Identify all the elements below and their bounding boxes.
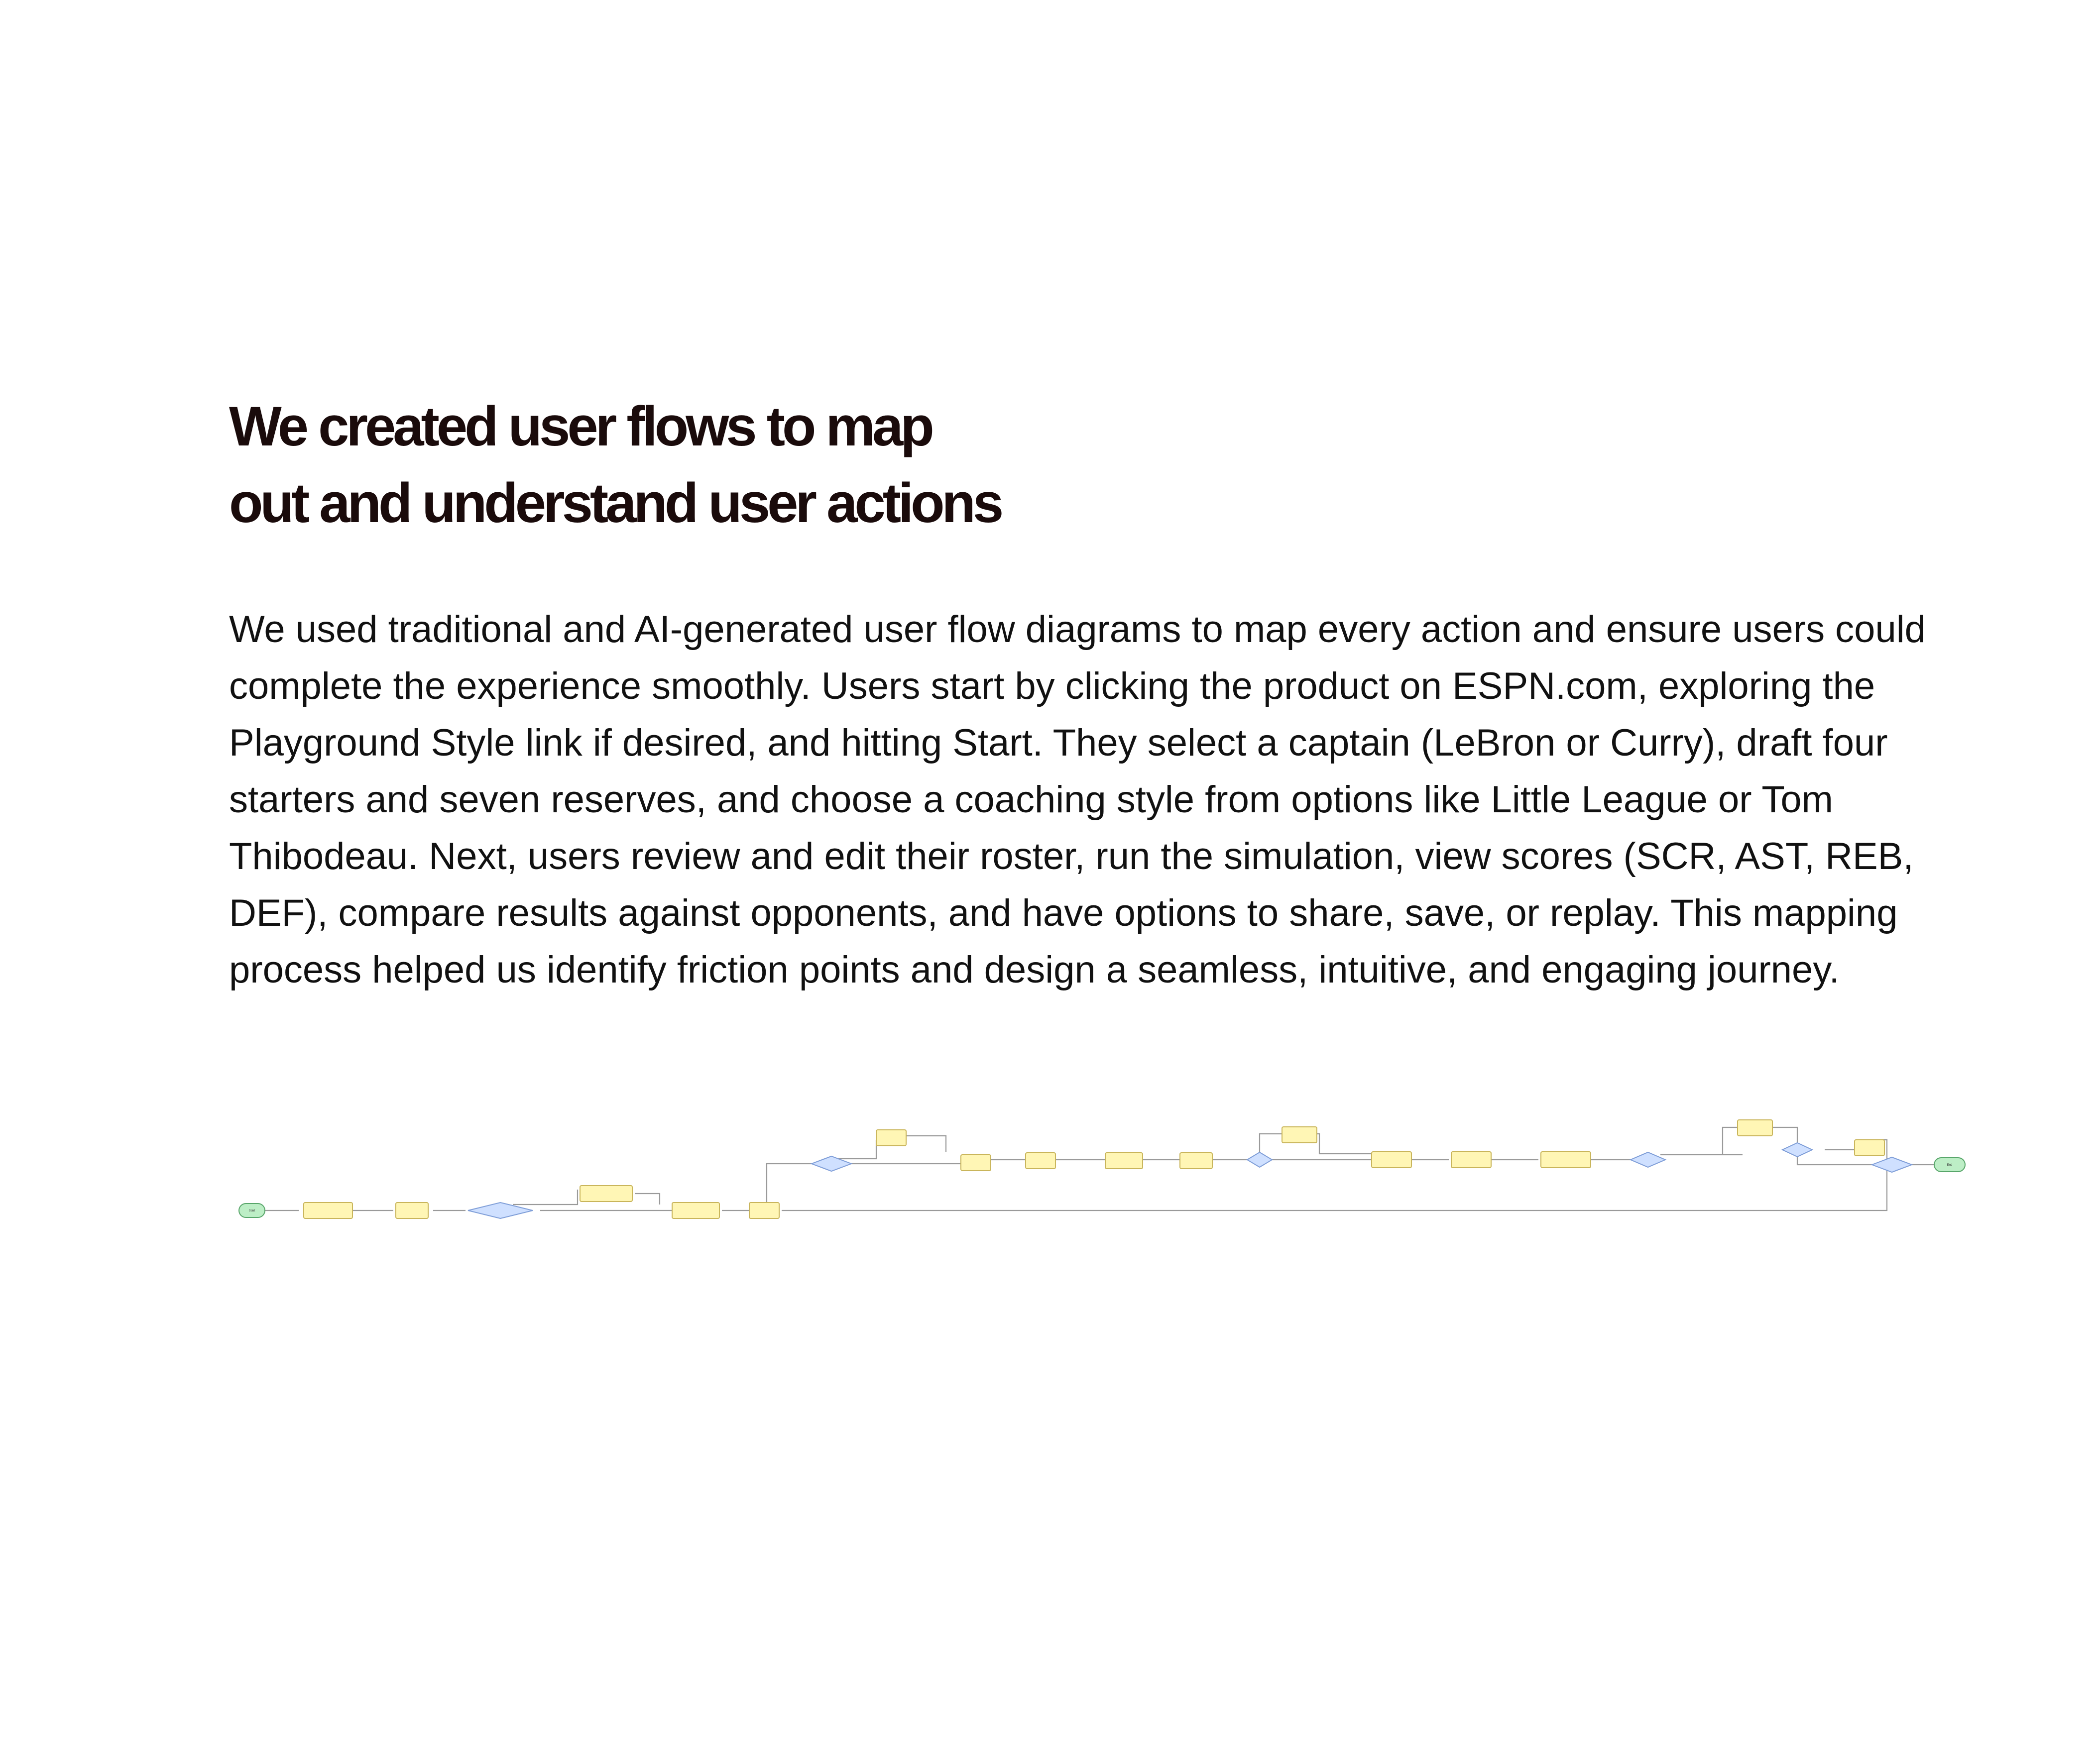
section-heading-line-1: We created user flows to map: [229, 395, 932, 457]
flow-decision-4: [1631, 1152, 1665, 1167]
flow-node-14: [1541, 1152, 1591, 1168]
section-body: We used traditional and AI-generated user flow diagrams to map every action and ensure users could complete the experience smoothly. Users start by clicking the product on ESPN.com, exploring the Playground Style link if desired, and hitting Start. They select a captain (LeBron or Curry), draft four starters and seven reserves, and choose a coaching style from options like Little League or Tom Thibodeau. Next, users review and edit their roster, run the simulation, view scores (SCR, AST, REB, DEF), compare results against opponents, and have options to share, save, or replay. This mapping process helped us identify friction points and design a seamless, intuitive, and engaging journey.: [229, 608, 1926, 991]
flow-node-5: [749, 1203, 779, 1218]
flow-node-start-label: Start: [248, 1209, 255, 1212]
flow-nodes: [239, 1120, 1965, 1218]
section-heading-line-2: out and understand user actions: [229, 472, 1001, 534]
flow-node-end-label: End: [1947, 1164, 1953, 1167]
flow-node-6: [876, 1130, 906, 1146]
section-heading: [229, 388, 1952, 542]
flow-node-13: [1451, 1152, 1491, 1168]
user-flow-diagram: [229, 1105, 1952, 1234]
flow-node-10: [1180, 1153, 1212, 1169]
flow-node-9: [1105, 1153, 1143, 1169]
flow-node-16: [1855, 1140, 1884, 1156]
flow-decision-5: [1782, 1143, 1812, 1157]
flow-node-4: [672, 1203, 719, 1218]
flow-node-2: [396, 1203, 428, 1218]
user-flow-svg: [229, 1105, 1952, 1234]
flow-decision-6: [1872, 1157, 1912, 1172]
flow-node-3: [580, 1186, 632, 1202]
flow-node-8: [1026, 1153, 1055, 1169]
flow-node-11: [1282, 1127, 1317, 1143]
flow-node-12: [1372, 1152, 1411, 1168]
flow-node-1: [304, 1203, 352, 1218]
user-flow-section: [229, 388, 1952, 998]
flow-node-7: [961, 1155, 991, 1171]
flow-decision-3: [1247, 1152, 1272, 1167]
flow-edges: [259, 1127, 1934, 1210]
flow-node-15: [1738, 1120, 1772, 1136]
